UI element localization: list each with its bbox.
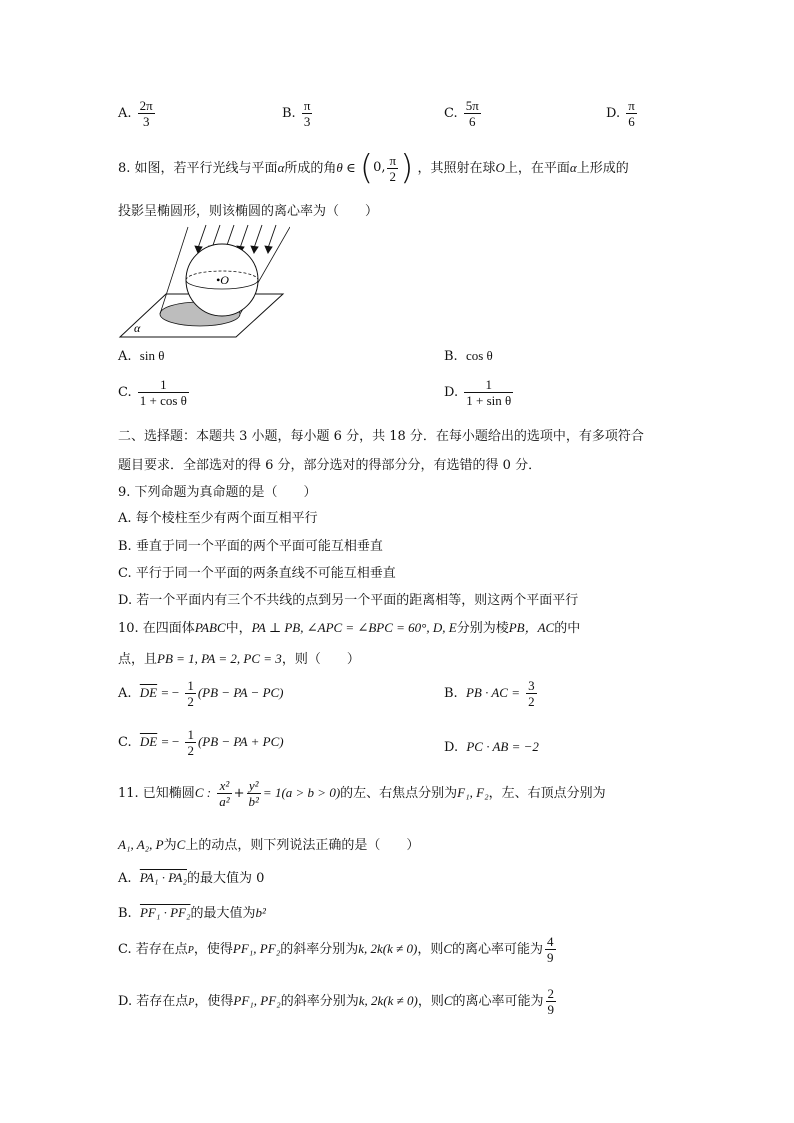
fraction: $\frac{\pi}{6}$ xyxy=(628,98,635,129)
q7-option-c xyxy=(444,98,483,129)
section2-line2: 题目要求．全部选对的得 6 分，部分选对的得部分分，有选错的得 0 分． xyxy=(118,458,542,473)
q8-option-a: A. sin θ xyxy=(118,348,165,364)
option-label: C. xyxy=(444,106,458,121)
q7-option-d xyxy=(606,98,639,129)
q11-option-d: D. 若存在点P，使得PF₁, PF₂的斜率分别为k, 2k(k ≠ 0)，则C的离心率可能为 $\frac{2}{9}$ xyxy=(118,986,555,1017)
q10-option-b: B. PB · AC = $\frac{3}{2}$ xyxy=(444,678,535,709)
q8-stem-line2: 投影呈椭圆形，则该椭圆的离心率为（ ） xyxy=(118,204,379,219)
q10-option-a: A. $\overline{DE}$ = − $\frac{1}{2}$ (PB − PA − PC) xyxy=(118,678,284,709)
q8-option-c: C. $\frac{1}{\text{1 + cos θ}}$ xyxy=(118,377,187,408)
q9-option-c: C. 平行于同一个平面的两条直线不可能互相垂直 xyxy=(118,566,396,581)
q9-option-b: B. 垂直于同一个平面的两个平面可能互相垂直 xyxy=(118,539,383,554)
q11-option-b: B. PF₁ · PF₂的最大值为b² xyxy=(118,905,266,921)
q8-option-b: B. cos θ xyxy=(444,348,493,364)
q11-stem-line1: 11. 已知椭圆C : $\frac{\text{x²}}{\text{a²}}$ + $\frac{\text{y²}}{\text{b²}}$ = 1(a > b > 0)的左、右焦点分别为F₁, F₂，左、右顶点分别为 xyxy=(118,778,606,809)
q11-stem-line2: A₁, A₂, P为C上的动点，则下列说法正确的是（ ） xyxy=(118,837,420,853)
fraction: $\frac{5\pi}{6}$ xyxy=(465,98,479,129)
interval: (0, $\frac{\pi}{2}$ ) xyxy=(359,148,414,189)
q11-option-a: A. PA₁ · PA₂的最大值为 0 xyxy=(118,870,265,886)
q7-option-b xyxy=(282,98,314,129)
light-ray xyxy=(160,227,188,314)
q8-option-d: D. $\frac{1}{\text{1 + sin θ}}$ xyxy=(444,377,512,408)
option-label: B. xyxy=(282,106,296,121)
section2-line1: 二、选择题：本题共 3 小题，每小题 6 分，共 18 分．在每小题给出的选项中，有多项符合 xyxy=(118,429,644,444)
fraction: $\frac{\pi}{3}$ xyxy=(303,98,311,129)
alpha-label: α xyxy=(134,321,141,335)
q7-option-a xyxy=(118,98,157,129)
q8-stem-line1: 8. 如图，若平行光线与平面α所成的角θ ∈ (0, $\frac{\pi}{2}$ ) ，其照射在球O上，在平面α上形成的 xyxy=(118,148,629,189)
q9-option-a: A. 每个棱柱至少有两个面互相平行 xyxy=(118,511,318,526)
fraction: $\frac{2\pi}{3}$ xyxy=(139,98,153,129)
q10-option-d: D. PC · AB = −2 xyxy=(444,739,539,755)
q10-option-c: C. $\overline{DE}$ = − $\frac{1}{2}$ (PB − PA + PC) xyxy=(118,727,284,758)
option-label: A. xyxy=(118,106,132,121)
q8-figure xyxy=(118,222,290,342)
q10-stem-line2: 点，且PB = 1, PA = 2, PC = 3，则（ ） xyxy=(118,651,360,667)
q9-option-d: D. 若一个平面内有三个不共线的点到另一个平面的距离相等，则这两个平面平行 xyxy=(118,593,579,608)
option-label: D. xyxy=(606,106,621,121)
center-label: •O xyxy=(216,273,229,287)
q11-option-c: C. 若存在点P，使得PF₁, PF₂的斜率分别为k, 2k(k ≠ 0)，则C的离心率可能为 $\frac{4}{9}$ xyxy=(118,934,554,965)
q10-stem-line1: 10. 在四面体PABC中，PA ⊥ PB, ∠APC = ∠BPC = 60°, D, E分别为棱PB，AC的中 xyxy=(118,620,581,636)
q9-stem: 9. 下列命题为真命题的是（ ） xyxy=(118,485,317,500)
